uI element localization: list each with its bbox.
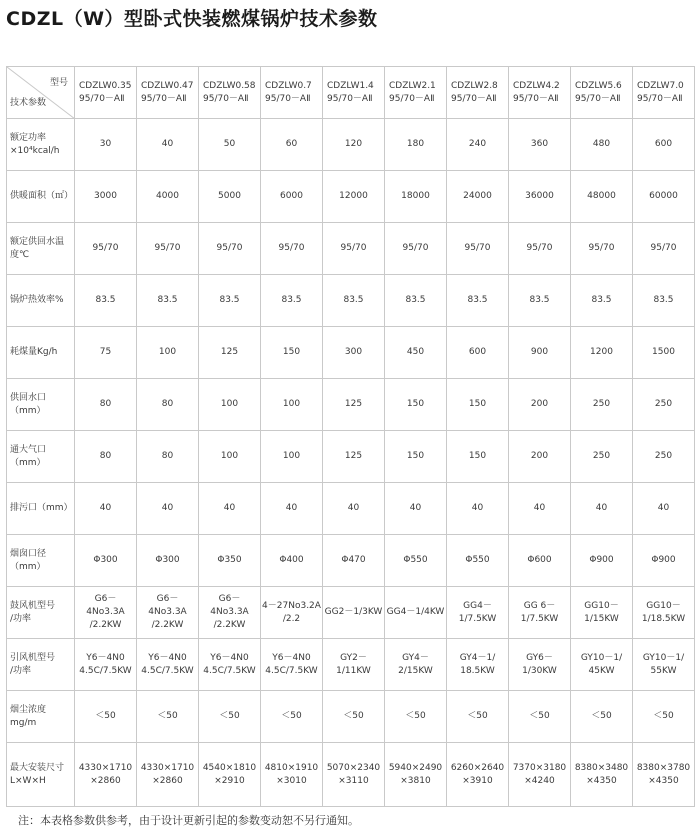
value-cell: 80 (137, 379, 199, 431)
value-cell: 95/70 (509, 223, 571, 275)
row-label: 耗煤量Kg/h (7, 327, 75, 379)
value-cell: 240 (447, 119, 509, 171)
value-cell: 83.5 (571, 275, 633, 327)
value-cell: 150 (261, 327, 323, 379)
value-cell: 6000 (261, 171, 323, 223)
table-row (7, 743, 695, 807)
value-cell: Φ550 (385, 535, 447, 587)
value-cell: G6－4No3.3A /2.2KW (137, 587, 199, 639)
value-cell: Y6－4N0 4.5C/7.5KW (137, 639, 199, 691)
value-cell: 1500 (633, 327, 695, 379)
row-label: 鼓风机型号 /功率 (7, 587, 75, 639)
value-cell: GG4－1/4KW (385, 587, 447, 639)
model-header-cell: CDZLW1.4 95/70－AⅡ (323, 67, 385, 119)
diagonal-line (7, 67, 75, 119)
value-cell: 40 (323, 483, 385, 535)
model-header-cell: CDZLW5.6 95/70－AⅡ (571, 67, 633, 119)
value-cell: GG2－1/3KW (323, 587, 385, 639)
value-cell: 5000 (199, 171, 261, 223)
value-cell: 95/70 (137, 223, 199, 275)
value-cell: 40 (509, 483, 571, 535)
value-cell: 40 (137, 483, 199, 535)
value-cell: 24000 (447, 171, 509, 223)
value-cell: 40 (447, 483, 509, 535)
value-cell: Φ600 (509, 535, 571, 587)
value-cell: 6260×2640 ×3910 (447, 743, 509, 807)
row-label: 排污口（mm） (7, 483, 75, 535)
value-cell: 40 (199, 483, 261, 535)
value-cell: 4000 (137, 171, 199, 223)
value-cell: 1200 (571, 327, 633, 379)
value-cell: 95/70 (199, 223, 261, 275)
table-row (7, 327, 695, 379)
value-cell: 200 (509, 431, 571, 483)
value-cell: GG 6－ 1/7.5KW (509, 587, 571, 639)
value-cell: GY4－2/15KW (385, 639, 447, 691)
value-cell: Φ300 (75, 535, 137, 587)
value-cell: 250 (571, 431, 633, 483)
value-cell: Y6－4N0 4.5C/7.5KW (199, 639, 261, 691)
model-header-cell: CDZLW4.2 95/70－AⅡ (509, 67, 571, 119)
value-cell: GY4－1/ 18.5KW (447, 639, 509, 691)
value-cell: Y6－4N0 4.5C/7.5KW (261, 639, 323, 691)
value-cell: 83.5 (385, 275, 447, 327)
value-cell: ＜50 (75, 691, 137, 743)
value-cell: 36000 (509, 171, 571, 223)
value-cell: 95/70 (385, 223, 447, 275)
value-cell: ＜50 (447, 691, 509, 743)
page-title: CDZL（W）型卧式快装燃煤锅炉技术参数 (6, 8, 378, 30)
value-cell: Φ900 (633, 535, 695, 587)
value-cell: 900 (509, 327, 571, 379)
value-cell: ＜50 (199, 691, 261, 743)
value-cell: 40 (571, 483, 633, 535)
table-row (7, 431, 695, 483)
value-cell: GG10－ 1/18.5KW (633, 587, 695, 639)
value-cell: 600 (633, 119, 695, 171)
value-cell: 75 (75, 327, 137, 379)
value-cell: 60 (261, 119, 323, 171)
table-body (7, 67, 695, 807)
value-cell: 150 (385, 431, 447, 483)
value-cell: 100 (261, 431, 323, 483)
value-cell: 83.5 (75, 275, 137, 327)
row-label: 额定供回水温 度℃ (7, 223, 75, 275)
value-cell: 50 (199, 119, 261, 171)
value-cell: ＜50 (261, 691, 323, 743)
value-cell: 80 (75, 379, 137, 431)
value-cell: 5070×2340 ×3110 (323, 743, 385, 807)
value-cell: 95/70 (75, 223, 137, 275)
row-label: 烟囱口径 （mm） (7, 535, 75, 587)
row-label: 锅炉热效率% (7, 275, 75, 327)
value-cell: 4－27No3.2A /2.2 (261, 587, 323, 639)
row-label: 供暖面积（㎡） (7, 171, 75, 223)
value-cell: Φ300 (137, 535, 199, 587)
row-label: 烟尘浓度 mg/m (7, 691, 75, 743)
value-cell: GG4－ 1/7.5KW (447, 587, 509, 639)
value-cell: ＜50 (137, 691, 199, 743)
table-row (7, 171, 695, 223)
table-row (7, 639, 695, 691)
value-cell: 450 (385, 327, 447, 379)
value-cell: Φ550 (447, 535, 509, 587)
value-cell: 4330×1710 ×2860 (75, 743, 137, 807)
model-header-cell: CDZLW7.0 95/70－AⅡ (633, 67, 695, 119)
value-cell: ＜50 (385, 691, 447, 743)
value-cell: 100 (261, 379, 323, 431)
value-cell: 150 (447, 431, 509, 483)
model-header-cell: CDZLW2.8 95/70－AⅡ (447, 67, 509, 119)
value-cell: G6－4No3.3A /2.2KW (199, 587, 261, 639)
value-cell: 125 (199, 327, 261, 379)
value-cell: Φ470 (323, 535, 385, 587)
value-cell: 4810×1910 ×3010 (261, 743, 323, 807)
table-row (7, 691, 695, 743)
value-cell: 83.5 (509, 275, 571, 327)
value-cell: 12000 (323, 171, 385, 223)
value-cell: GY10－1/ 55KW (633, 639, 695, 691)
value-cell: 95/70 (571, 223, 633, 275)
value-cell: 250 (571, 379, 633, 431)
value-cell: GY2－1/11KW (323, 639, 385, 691)
row-label: 额定功率 ×10⁴kcal/h (7, 119, 75, 171)
value-cell: 480 (571, 119, 633, 171)
corner-param-label: 技术参数 (10, 98, 47, 108)
value-cell: 48000 (571, 171, 633, 223)
value-cell: 150 (447, 379, 509, 431)
value-cell: 40 (633, 483, 695, 535)
model-header-cell: CDZLW0.47 95/70－AⅡ (137, 67, 199, 119)
model-header-cell: CDZLW2.1 95/70－AⅡ (385, 67, 447, 119)
value-cell: 83.5 (261, 275, 323, 327)
table-row (7, 119, 695, 171)
value-cell: ＜50 (323, 691, 385, 743)
value-cell: 250 (633, 379, 695, 431)
value-cell: 8380×3480 ×4350 (571, 743, 633, 807)
value-cell: Φ900 (571, 535, 633, 587)
value-cell: 180 (385, 119, 447, 171)
value-cell: 80 (75, 431, 137, 483)
value-cell: ＜50 (571, 691, 633, 743)
value-cell: 95/70 (261, 223, 323, 275)
value-cell: 80 (137, 431, 199, 483)
value-cell: 30 (75, 119, 137, 171)
value-cell: 600 (447, 327, 509, 379)
value-cell: GY6－1/30KW (509, 639, 571, 691)
header-row (7, 67, 695, 119)
footnote: 注：本表格参数供参考，由于设计更新引起的参数变动恕不另行通知。 (18, 814, 359, 827)
model-header-cell: CDZLW0.7 95/70－AⅡ (261, 67, 323, 119)
spec-table (6, 66, 695, 807)
value-cell: 250 (633, 431, 695, 483)
value-cell: ＜50 (509, 691, 571, 743)
value-cell: Φ400 (261, 535, 323, 587)
value-cell: 200 (509, 379, 571, 431)
value-cell: 40 (137, 119, 199, 171)
value-cell: 40 (261, 483, 323, 535)
value-cell: 8380×3780 ×4350 (633, 743, 695, 807)
value-cell: 125 (323, 431, 385, 483)
value-cell: 7370×3180 ×4240 (509, 743, 571, 807)
value-cell: G6－4No3.3A /2.2KW (75, 587, 137, 639)
value-cell: 83.5 (323, 275, 385, 327)
model-header-cell: CDZLW0.58 95/70－AⅡ (199, 67, 261, 119)
value-cell: 100 (199, 379, 261, 431)
value-cell: 3000 (75, 171, 137, 223)
value-cell: 83.5 (137, 275, 199, 327)
table-row (7, 587, 695, 639)
value-cell: 83.5 (633, 275, 695, 327)
value-cell: 4330×1710 ×2860 (137, 743, 199, 807)
row-label: 通大气口 （mm） (7, 431, 75, 483)
corner-cell (7, 67, 75, 119)
value-cell: 300 (323, 327, 385, 379)
value-cell: GG10－ 1/15KW (571, 587, 633, 639)
value-cell: 95/70 (447, 223, 509, 275)
value-cell: 60000 (633, 171, 695, 223)
value-cell: 5940×2490 ×3810 (385, 743, 447, 807)
value-cell: 83.5 (199, 275, 261, 327)
value-cell: ＜50 (633, 691, 695, 743)
value-cell: Φ350 (199, 535, 261, 587)
value-cell: 125 (323, 379, 385, 431)
table-row (7, 483, 695, 535)
row-label: 引风机型号 /功率 (7, 639, 75, 691)
table-row (7, 535, 695, 587)
value-cell: 95/70 (633, 223, 695, 275)
value-cell: 120 (323, 119, 385, 171)
value-cell: 40 (75, 483, 137, 535)
value-cell: 40 (385, 483, 447, 535)
value-cell: 18000 (385, 171, 447, 223)
model-header-cell: CDZLW0.35 95/70－AⅡ (75, 67, 137, 119)
row-label: 最大安装尺寸 L×W×H (7, 743, 75, 807)
value-cell: 100 (199, 431, 261, 483)
table-row (7, 223, 695, 275)
value-cell: 100 (137, 327, 199, 379)
value-cell: 360 (509, 119, 571, 171)
value-cell: 150 (385, 379, 447, 431)
value-cell: 4540×1810 ×2910 (199, 743, 261, 807)
corner-model-label: 型号 (49, 78, 68, 88)
table-row (7, 275, 695, 327)
row-label: 供回水口 （mm） (7, 379, 75, 431)
value-cell: GY10－1/ 45KW (571, 639, 633, 691)
value-cell: 83.5 (447, 275, 509, 327)
value-cell: Y6－4N0 4.5C/7.5KW (75, 639, 137, 691)
value-cell: 95/70 (323, 223, 385, 275)
table-row (7, 379, 695, 431)
